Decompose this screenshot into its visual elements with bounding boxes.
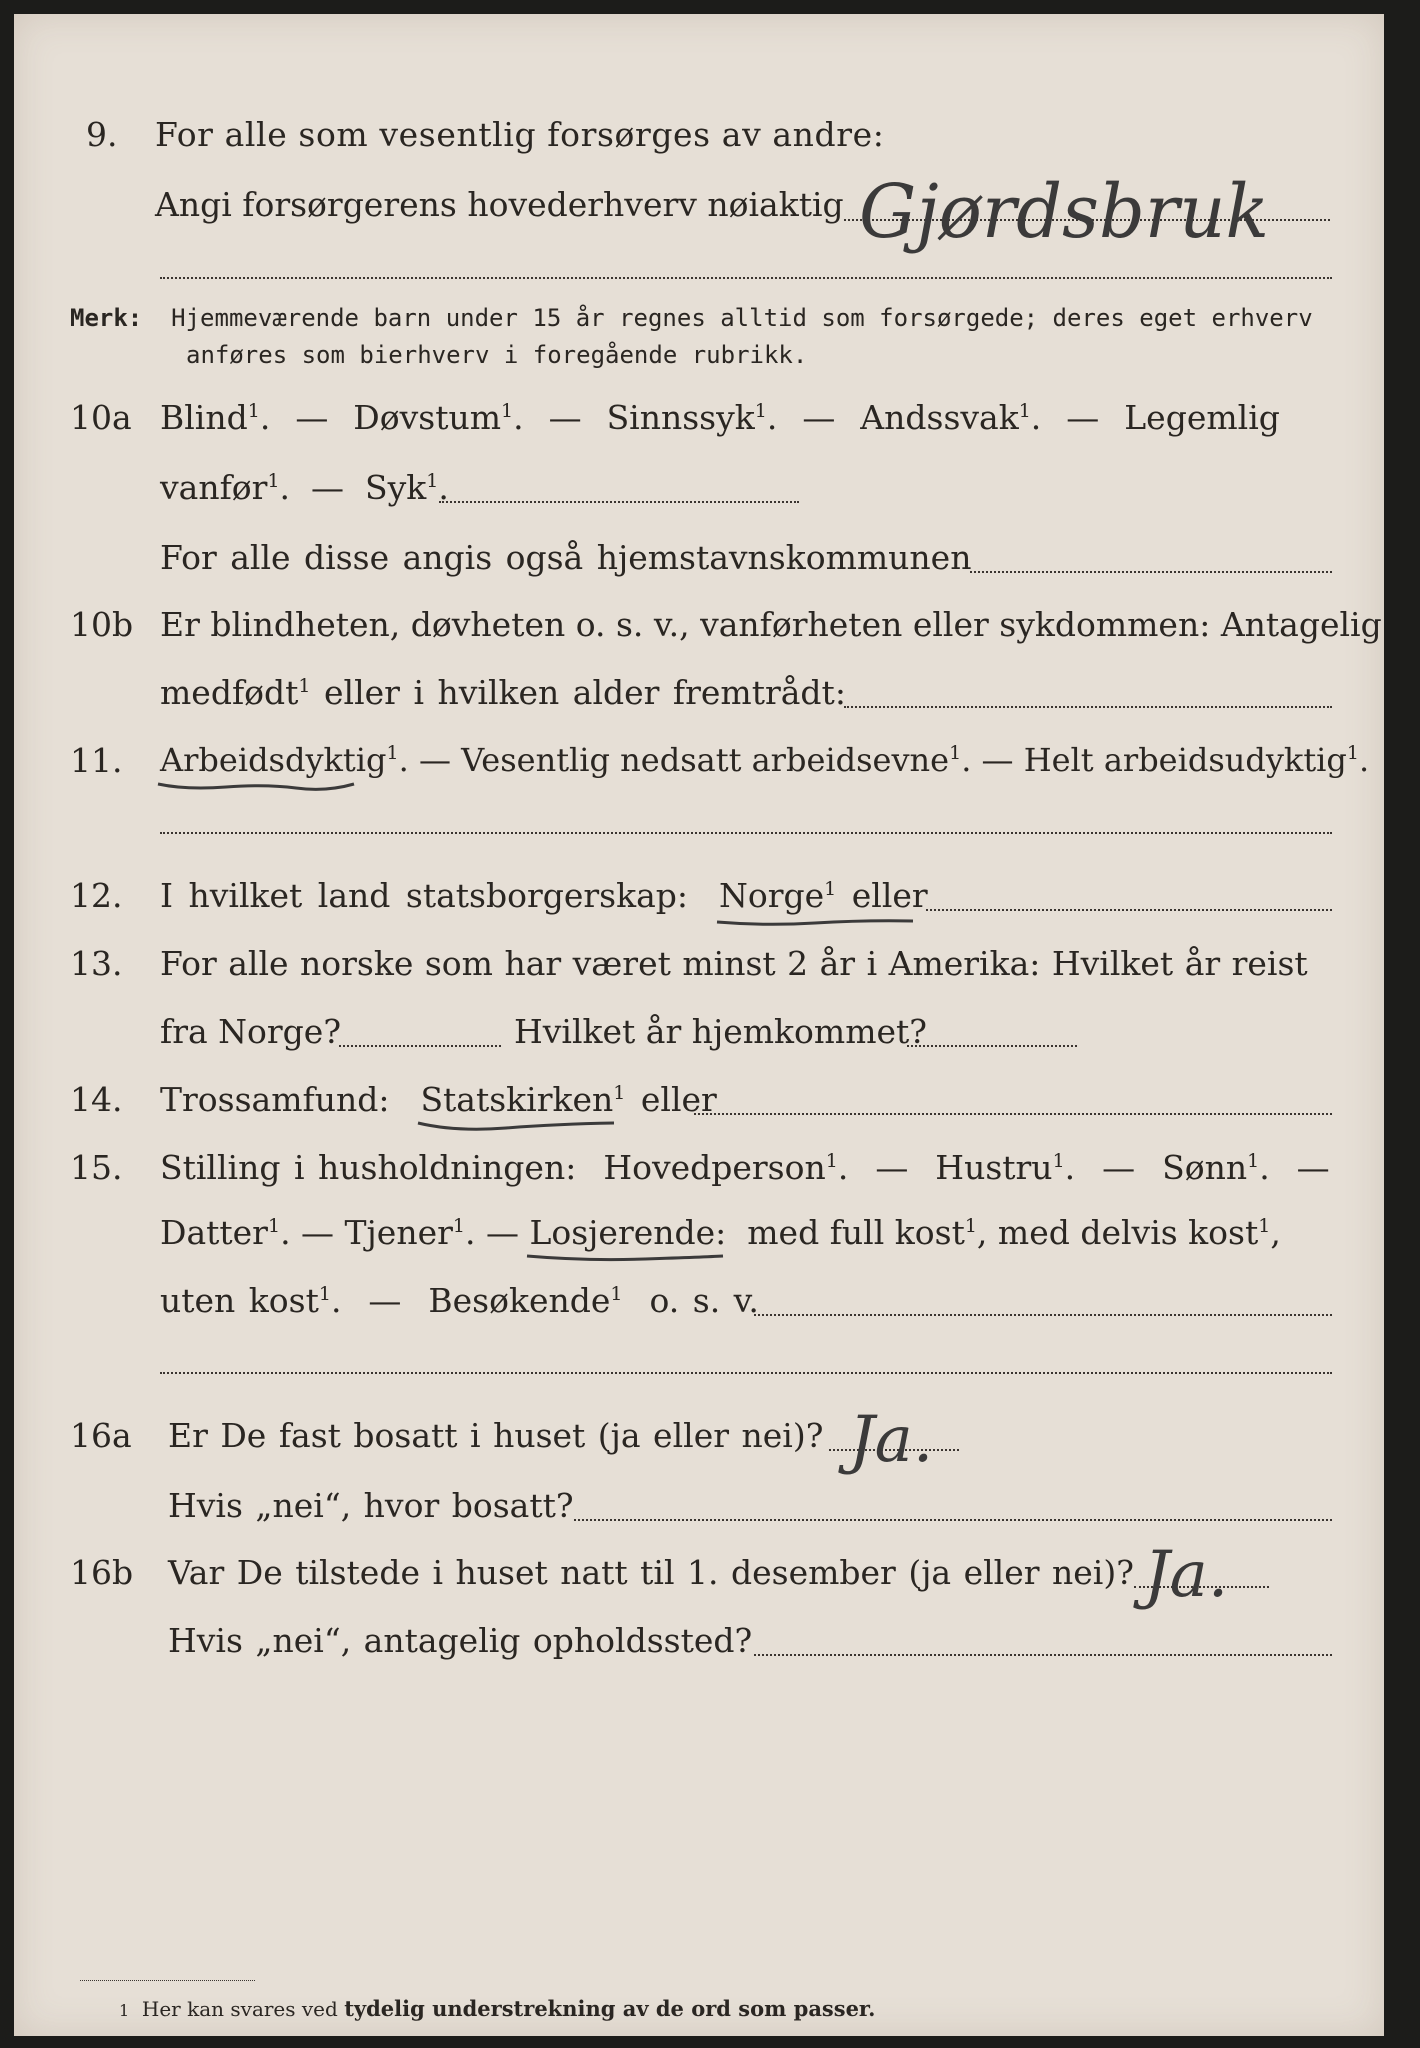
option-vanfor[interactable]: vanfør — [160, 468, 268, 507]
q10a-hjemstavn-answer-line[interactable] — [970, 571, 1332, 573]
footnote-text-a: Her kan svares ved — [141, 1997, 338, 2021]
q15-separator — [160, 1372, 1332, 1374]
footnote — [119, 1996, 875, 2021]
option-datter[interactable]: Datter — [160, 1213, 268, 1252]
q15-line1: Stilling i husholdningen: Hovedperson$^1$. — Hustru$^1$. — Sønn$^1$. — — [160, 1148, 1330, 1187]
q9-line1: For alle som vesentlig forsørges av andre: — [155, 115, 885, 154]
q14-label: Trossamfund: — [160, 1080, 390, 1119]
q15-answer-line[interactable] — [754, 1314, 1332, 1316]
q9-handwritten-answer — [859, 149, 1299, 289]
q16a-bosatt-answer-line[interactable] — [574, 1519, 1332, 1521]
handwritten-underline — [525, 1251, 725, 1267]
handwritten-underline — [416, 1118, 616, 1134]
census-form-page — [14, 14, 1384, 2036]
q16b-handwritten-answer — [1144, 1534, 1304, 1644]
option-besokende[interactable]: Besøkende — [428, 1281, 611, 1320]
option-hustru[interactable]: Hustru — [935, 1148, 1053, 1187]
svg-text:Ja.: Ja. — [849, 1403, 934, 1477]
option-legemlig[interactable]: Legemlig — [1124, 398, 1280, 437]
footnote-mark: 1 — [119, 2001, 130, 2020]
q12-line: I hvilket land statsborgerskap: Norge $^1$ eller — [160, 879, 928, 912]
q10a-line2: vanfør$^1$. — Syk$^1$. — [160, 468, 449, 507]
q13-reist-answer-line[interactable] — [339, 1045, 501, 1047]
option-delvis-kost[interactable]: med delvis kost — [997, 1213, 1259, 1252]
q12-answer-line[interactable] — [926, 909, 1332, 911]
option-andssvak[interactable]: Andssvak — [860, 398, 1019, 437]
option-statskirken[interactable]: Statskirken — [420, 1083, 613, 1116]
q12-number: 12. — [70, 876, 123, 915]
merk-note — [70, 300, 1313, 374]
q13-line1: For alle norske som har været minst 2 år i Amerika: Hvilket år reist — [160, 944, 1308, 983]
merk-line1: Hjemmeværende barn under 15 år regnes alltid som forsørgede; deres eget erhverv — [171, 304, 1313, 332]
q16b-line1: Var De tilstede i huset natt til 1. desember (ja eller nei)? — [168, 1553, 1134, 1592]
q10b-answer-line[interactable] — [844, 706, 1332, 708]
handwritten-underline — [715, 914, 915, 930]
merk-label: Merk: — [70, 304, 143, 332]
q11-number: 11. — [70, 741, 123, 780]
q16a-number: 16a — [70, 1416, 132, 1455]
q12-eller: eller — [851, 876, 928, 915]
q16a-line1: Er De fast bosatt i huset (ja eller nei)? — [168, 1416, 824, 1455]
q10b-alder-label: eller i hvilken alder fremtrådt: — [324, 673, 846, 712]
q10a-line1: Blind$^1$. — Døvstum$^1$. — Sinnssyk$^1$. — Andssvak$^1$. — Legemlig — [160, 398, 1280, 437]
option-sinnssyk[interactable]: Sinnssyk — [606, 398, 755, 437]
q16b-number: 16b — [70, 1553, 134, 1592]
handwritten-underline — [156, 778, 356, 794]
q9-separator — [160, 277, 1332, 279]
q16a-handwritten-answer — [849, 1399, 1009, 1509]
q11-separator — [160, 832, 1332, 834]
q15-line2: Datter$^1$. — Tjener$^1$. — Losjerende: med full kost $^1$, med delvis kost$^1$, — [160, 1216, 1281, 1249]
q13-hjemkommet-answer-line[interactable] — [907, 1045, 1077, 1047]
q15-number: 15. — [70, 1148, 123, 1187]
q14-answer-line[interactable] — [694, 1113, 1332, 1115]
option-losjerende-full-kost[interactable]: Losjerende: med full kost — [529, 1216, 964, 1249]
option-hovedperson[interactable]: Hovedperson — [603, 1148, 826, 1187]
option-nedsatt-arbeidsevne[interactable]: Vesentlig nedsatt arbeidsevne — [461, 741, 950, 779]
option-arbeidsudyktig[interactable]: Helt arbeidsudyktig — [1023, 741, 1347, 779]
q15-line3: uten kost$^1$. — Besøkende$^1$ o. s. v. — [160, 1281, 759, 1320]
q14-number: 14. — [70, 1080, 123, 1119]
option-syk[interactable]: Syk — [364, 468, 427, 507]
q16b-line2: Hvis „nei“, antagelig opholdssted? — [168, 1621, 753, 1660]
option-blind[interactable]: Blind — [160, 398, 248, 437]
option-sonn[interactable]: Sønn — [1162, 1148, 1248, 1187]
footnote-rule — [80, 1980, 255, 1981]
q10a-number: 10a — [70, 398, 132, 437]
q15-osv: o. s. v. — [649, 1281, 759, 1320]
q14-line: Trossamfund: Statskirken $^1$ eller — [160, 1083, 717, 1116]
q10a-line3: For alle disse angis også hjemstavnskommunen — [160, 538, 972, 577]
option-tjener[interactable]: Tjener — [344, 1213, 453, 1252]
q10a-syk-answer-line[interactable] — [439, 501, 799, 503]
q15-label: Stilling i husholdningen: — [160, 1148, 577, 1187]
q13-line2a: fra Norge? — [160, 1012, 342, 1051]
svg-text:Ja.: Ja. — [1144, 1538, 1229, 1612]
merk-line2: anføres som bierhverv i foregående rubrikk. — [186, 341, 808, 370]
q16a-line2: Hvis „nei“, hvor bosatt? — [168, 1486, 574, 1525]
q9-line2: Angi forsørgerens hovederhverv nøiaktig — [155, 185, 844, 224]
option-norge[interactable]: Norge — [719, 879, 824, 912]
footnote-text-b: tydelig understrekning av de ord som passer. — [344, 1996, 876, 2021]
svg-text:Gjørdsbruk: Gjørdsbruk — [859, 169, 1269, 255]
option-arbeidsdyktig[interactable]: Arbeidsdyktig — [160, 744, 387, 776]
q11-line1: Arbeidsdyktig $^1$. — Vesentlig nedsatt arbeidsevne$^1$. — Helt arbeidsudyktig$^1$. — [160, 744, 1369, 776]
q10b-line2: medfødt$^1$ eller i hvilken alder fremtrådt: — [160, 673, 846, 712]
q10b-line1: Er blindheten, døvheten o. s. v., vanførheten eller sykdommen: Antagelig — [160, 605, 1382, 644]
option-uten-kost[interactable]: uten kost — [160, 1281, 319, 1320]
q14-eller: eller — [640, 1080, 717, 1119]
q16b-opholdssted-answer-line[interactable] — [754, 1654, 1332, 1656]
q10b-number: 10b — [70, 605, 134, 644]
q12-label: I hvilket land statsborgerskap: — [160, 876, 689, 915]
q13-number: 13. — [70, 944, 123, 983]
q13-line2b: Hvilket år hjemkommet? — [514, 1012, 927, 1051]
option-dovstum[interactable]: Døvstum — [353, 398, 502, 437]
q9-number: 9. — [86, 115, 118, 154]
option-medfodt[interactable]: medfødt — [160, 673, 299, 712]
